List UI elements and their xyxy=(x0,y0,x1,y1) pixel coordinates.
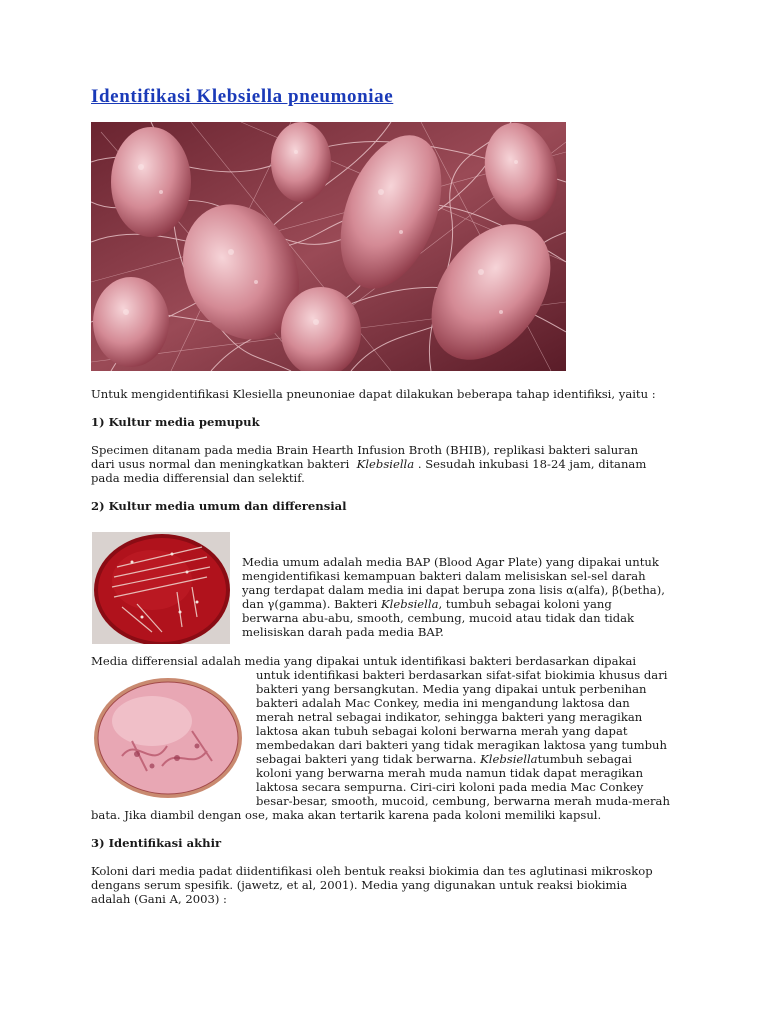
page-title[interactable]: Identifikasi Klebsiella pneumoniae xyxy=(91,86,394,107)
section-1-line-2: dari usus normal dan meningkatkan bakteri Klebsiella . Sesudah inkubasi 18-24 jam, ditanam xyxy=(91,457,647,471)
macconkey-line-7: sebagai bakteri yang tidak berwarna. Klebsiellatumbuh sebagai xyxy=(256,752,632,766)
section-2-heading: 2) Kultur media umum dan differensial xyxy=(91,499,347,513)
section-1-line-3: pada media differensial dan selektif. xyxy=(91,471,305,485)
macconkey-line-10: besar-besar, smooth, mucoid, cembung, berwarna merah muda-merah xyxy=(256,794,670,808)
klebsiella-italic: Klebsiella xyxy=(380,597,439,611)
macconkey-line-9: laktosa secara sempurna. Ciri-ciri koloni pada media Mac Conkey xyxy=(256,780,644,794)
bap-line-5: berwarna abu-abu, smooth, cembung, mucoid atau tidak dan tidak xyxy=(242,611,635,625)
klebsiella-italic: Klebsiella xyxy=(356,457,415,471)
macconkey-line-11: bata. Jika diambil dengan ose, maka akan tertarik karena pada koloni memiliki kapsul. xyxy=(91,808,602,822)
klebsiella-micrograph-image xyxy=(91,122,566,371)
macconkey-line-3: bakteri adalah Mac Conkey, media ini mengandung laktosa dan xyxy=(256,696,630,710)
macconkey-line-6: membedakan dari bakteri yang tidak meragikan laktosa yang tumbuh xyxy=(256,738,667,752)
macconkey-plate-image xyxy=(92,676,244,800)
macconkey-line-5: laktosa akan tubuh sebagai koloni berwarna merah yang dapat xyxy=(256,724,628,738)
bap-line-4: dan γ(gamma). Bakteri Klebsiella, tumbuh sebagai koloni yang xyxy=(242,597,612,611)
bap-line-2: mengidentifikasi kemampuan bakteri dalam melisiskan sel-sel darah xyxy=(242,569,646,583)
macconkey-line-1: untuk identifikasi bakteri berdasarkan sifat-sifat biokimia khusus dari xyxy=(256,668,668,682)
macconkey-line-2: bakteri yang bersangkutan. Media yang dipakai untuk perbenihan xyxy=(256,682,647,696)
section-3-line-2: dengans serum spesifik. (jawetz, et al, 2001). Media yang digunakan untuk reaksi biokimia xyxy=(91,878,628,892)
section-1-heading: 1) Kultur media pemupuk xyxy=(91,415,260,429)
section-3-line-1: Koloni dari media padat diidentifikasi oleh bentuk reaksi biokimia dan tes aglutinasi mikroskop xyxy=(91,864,653,878)
blood-agar-plate-image xyxy=(92,532,230,644)
bap-line-3: yang terdapat dalam media ini dapat berupa zona lisis α(alfa), β(betha), xyxy=(242,583,665,597)
section-3-line-3: adalah (Gani A, 2003) : xyxy=(91,892,227,906)
klebsiella-italic: Klebsiella xyxy=(480,752,538,766)
macconkey-line-4: merah netral sebagai indikator, sehingga bakteri yang meragikan xyxy=(256,710,643,724)
bap-line-6: melisiskan darah pada media BAP. xyxy=(242,625,444,639)
macconkey-line-8: koloni yang berwarna merah muda namun tidak dapat meragikan xyxy=(256,766,644,780)
macconkey-line-0: Media differensial adalah media yang dipakai untuk identifikasi bakteri berdasarkan dipakai xyxy=(91,654,637,668)
bap-line-1: Media umum adalah media BAP (Blood Agar Plate) yang dipakai untuk xyxy=(242,555,659,569)
intro-text: Untuk mengidentifikasi Klesiella pneunoniae dapat dilakukan beberapa tahap identifiksi, yaitu : xyxy=(91,387,656,401)
section-3-heading: 3) Identifikasi akhir xyxy=(91,836,222,850)
section-1-line-1: Specimen ditanam pada media Brain Hearth Infusion Broth (BHIB), replikasi bakteri saluran xyxy=(91,443,639,457)
